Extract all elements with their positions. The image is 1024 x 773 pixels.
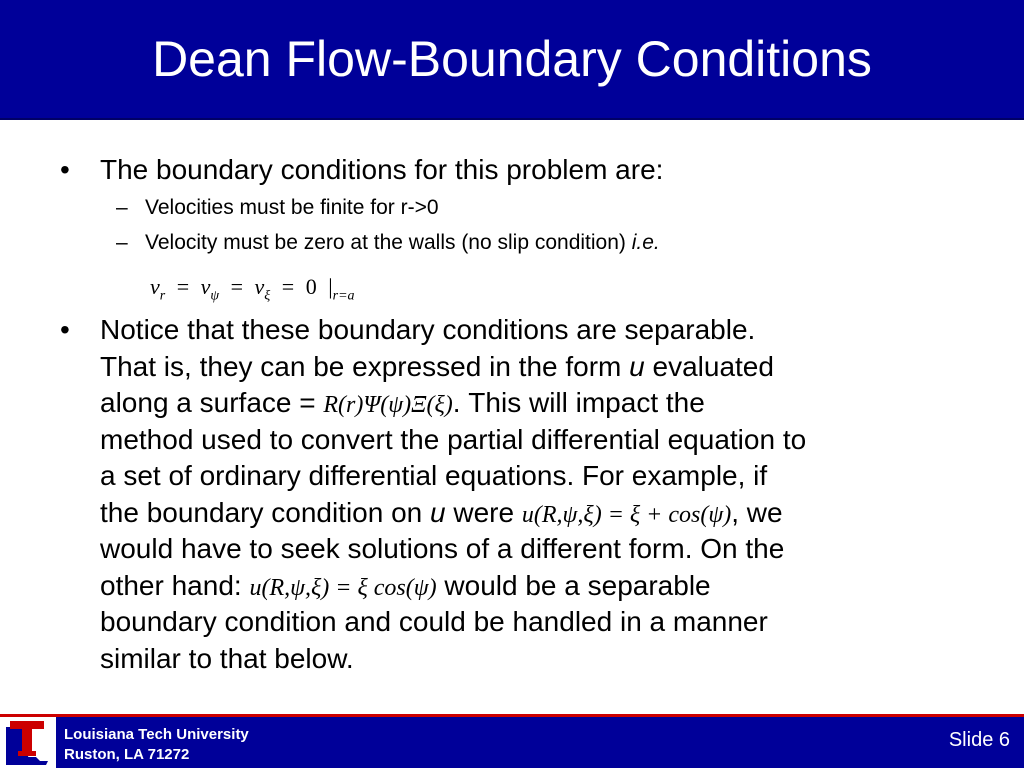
louisiana-tech-logo	[0, 717, 56, 768]
velocity-equation	[150, 272, 355, 311]
footer-bar	[0, 714, 1024, 768]
para-line: similar to that below.	[100, 642, 354, 674]
eq-sub: ψ	[210, 288, 220, 304]
sub-bullet-no-slip	[145, 229, 660, 257]
eq-bar: |	[328, 274, 333, 299]
eq-sub: r	[159, 288, 166, 304]
eq-sign: =	[281, 274, 295, 299]
slide-title: Dean Flow-Boundary Conditions	[152, 31, 872, 87]
para-text: That is, they can be expressed in the form	[100, 350, 630, 382]
para-text: along a surface =	[100, 387, 324, 418]
separable-paragraph	[100, 312, 980, 677]
para-line: boundary condition and could be handled in a manner	[100, 606, 768, 637]
para-line	[100, 349, 980, 386]
footer-university	[64, 725, 249, 765]
bullet-marker: •	[60, 154, 70, 185]
eq-v: v	[150, 274, 160, 299]
sub-bullet-no-slip-text: Velocity must be zero at the walls (no slip condition)	[145, 231, 632, 254]
slide-number: Slide 6	[948, 729, 1010, 751]
ie-italic: i.e.	[631, 231, 660, 254]
para-line: method used to convert the partial differential equation to	[100, 423, 807, 455]
footer-line-2: Ruston, LA 71272	[64, 746, 190, 763]
para-text: the boundary condition on	[100, 496, 431, 528]
eq-sub: ξ	[264, 288, 271, 304]
para-line: a set of ordinary differential equations. For example, if	[100, 460, 768, 491]
para-text: other hand:	[100, 569, 250, 601]
separable-equation: u(R,ψ,ξ) = ξ cos(ψ)	[249, 574, 437, 601]
title-bar	[0, 0, 1024, 120]
eq-condition: r=a	[332, 288, 355, 304]
para-line: Notice that these boundary conditions are separable.	[100, 314, 756, 345]
var-u: u	[629, 350, 645, 382]
para-line	[100, 495, 980, 532]
para-text: were	[445, 496, 522, 528]
dash-marker: –	[116, 231, 128, 254]
para-text: . This will impact the	[452, 387, 705, 418]
dash-marker: –	[116, 196, 128, 219]
slide-content	[0, 140, 1024, 700]
eq-sign: =	[176, 274, 190, 299]
sub-bullet-finite: Velocities must be finite for r->0	[145, 196, 439, 219]
para-line: would have to seek solutions of a different form. On the	[100, 533, 785, 564]
eq-zero: 0	[305, 274, 317, 299]
para-text: would be a separable	[436, 569, 711, 601]
eq-v: v	[200, 274, 211, 299]
bullet-text: The boundary conditions for this problem are:	[100, 154, 664, 185]
para-text: , we	[731, 496, 783, 528]
eq-sign: =	[230, 274, 244, 299]
eq-v: v	[254, 274, 265, 299]
bullet-marker: •	[60, 314, 70, 345]
louisiana-tech-logo-icon	[0, 717, 56, 768]
footer-line-1: Louisiana Tech University	[64, 726, 249, 743]
nonseparable-equation: u(R,ψ,ξ) = ξ + cos(ψ)	[521, 501, 732, 528]
separable-form-equation: R(r)Ψ(ψ)Ξ(ξ)	[323, 392, 453, 418]
var-u: u	[430, 496, 446, 528]
para-line	[100, 385, 980, 422]
para-text: evaluated	[644, 350, 774, 382]
para-line	[100, 568, 980, 605]
